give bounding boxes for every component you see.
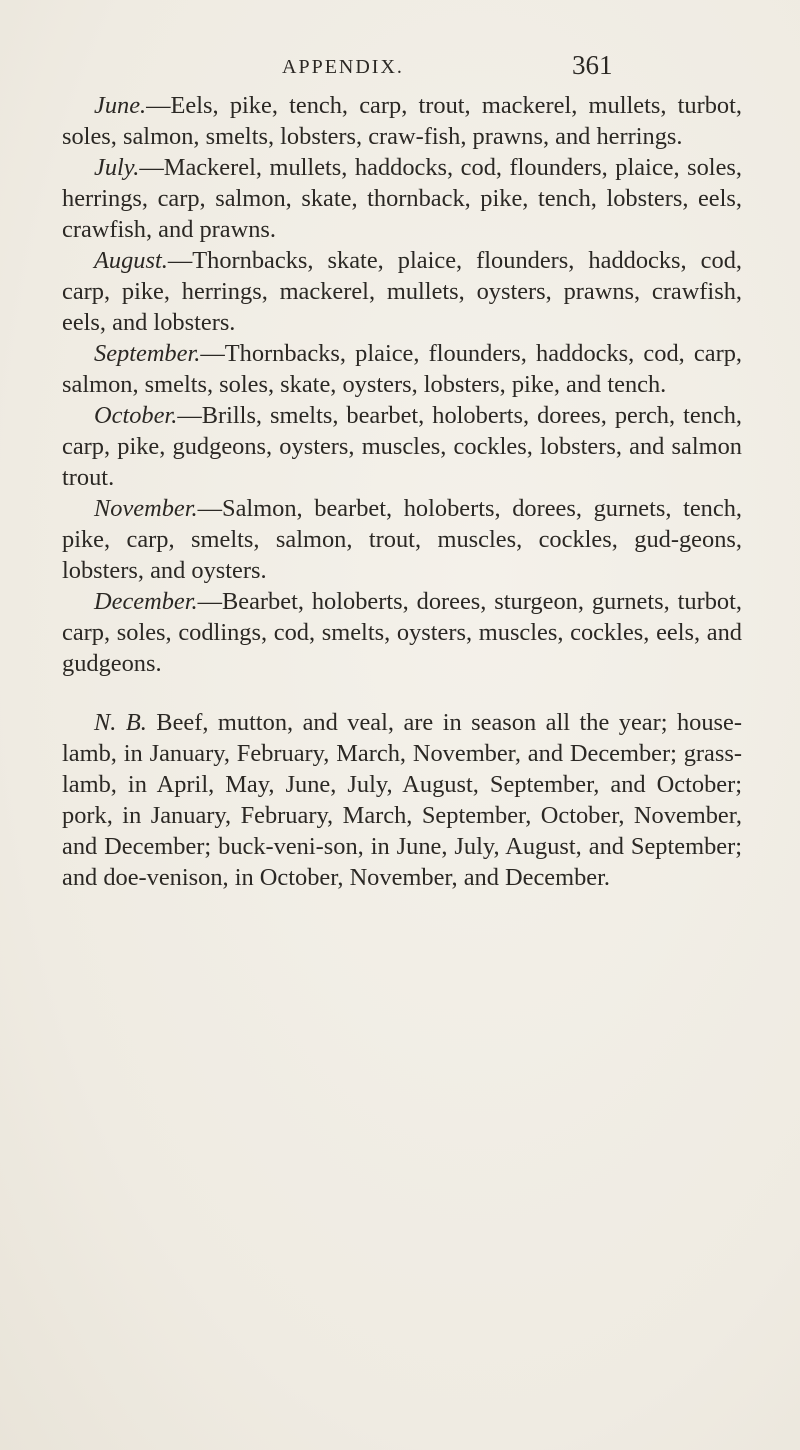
entry-july	[62, 152, 742, 245]
nota-bene-label: N. B.	[94, 709, 147, 736]
month-label: October.	[94, 402, 178, 429]
entry-text: —Brills, smelts, bearbet, holoberts, dorees, perch, tench, carp, pike, gudgeons, oysters, muscles, cockles, lobsters, and salmon trout.	[62, 402, 742, 491]
entry-november	[62, 493, 742, 586]
month-label: August.	[94, 247, 168, 274]
entry-text: —Bearbet, holoberts, dorees, sturgeon, gurnets, turbot, carp, soles, codlings, cod, smelts, oysters, muscles, cockles, eels, and gudgeons.	[62, 588, 742, 677]
entry-june	[62, 90, 742, 152]
running-head	[0, 50, 800, 80]
fish-season-list	[62, 90, 742, 893]
entry-august	[62, 245, 742, 338]
entry-december	[62, 586, 742, 679]
month-label: July.	[94, 154, 140, 181]
month-label: November.	[94, 495, 198, 522]
entry-text: —Thornbacks, skate, plaice, flounders, haddocks, cod, carp, pike, herrings, mackerel, mullets, oysters, prawns, crawfish, eels, and lobsters.	[62, 247, 742, 336]
nota-bene-paragraph	[62, 707, 742, 893]
entry-text: —Eels, pike, tench, carp, trout, mackerel, mullets, turbot, soles, salmon, smelts, lobsters, craw-fish, prawns, and herrings.	[62, 92, 742, 150]
entry-text: —Mackerel, mullets, haddocks, cod, flounders, plaice, soles, herrings, carp, salmon, skate, thornback, pike, tench, lobsters, eels, crawfish, and prawns.	[62, 154, 742, 243]
month-label: June.	[94, 92, 147, 119]
month-label: September.	[94, 340, 201, 367]
nota-bene-text: Beef, mutton, and veal, are in season all the year; house-lamb, in January, February, March, November, and December; grass-lamb, in April, May, June, July, August, September, and October; pork, in January, February, March, September, October, November, and December; buck-veni-son, in June, July, August, and September; and doe-venison, in October, November, and December.	[62, 709, 742, 891]
running-title: APPENDIX.	[282, 56, 404, 78]
entry-september	[62, 338, 742, 400]
month-label: December.	[94, 588, 198, 615]
entry-text: —Salmon, bearbet, holoberts, dorees, gurnets, tench, pike, carp, smelts, salmon, trout, muscles, cockles, gud-geons, lobsters, and oysters.	[62, 495, 742, 584]
page-number: 361	[572, 50, 613, 80]
entry-october	[62, 400, 742, 493]
entry-text: —Thornbacks, plaice, flounders, haddocks, cod, carp, salmon, smelts, soles, skate, oysters, lobsters, pike, and tench.	[62, 340, 742, 398]
